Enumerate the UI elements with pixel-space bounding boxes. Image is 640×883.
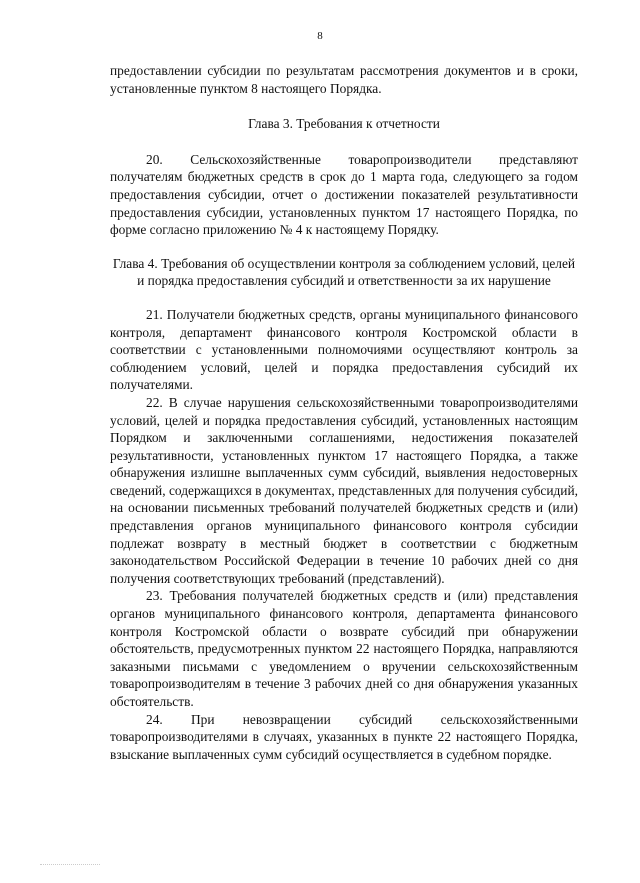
paragraph-22: 22. В случае нарушения сельскохозяйственными товаропроизводителями условий, целей и порядка предоставления субсидий, установленных настоящим Порядком и заключенными соглашениями, недостижения показателей результативности, установленных пунктом 17 настоящего Порядка, а также обнаружения излишне выплаченных сумм субсидий, выявления недостоверных сведений, содержащихся в документах, представленных для получения субсидий, на основании письменных требований получателей бюджетных средств и (или) представления органов муниципального финансового контроля субсидии подлежат возврату в местный бюджет в соответствии с бюджетным законодательством Российской Федерации в течение 10 рабочих дней со дня получения соответствующих требований (представлений). <box>110 394 578 586</box>
paragraph-21: 21. Получатели бюджетных средств, органы муниципального финансового контроля, департамент финансового контроля Костромской области в соответствии с установленными полномочиями осуществляют контроль за соблюдением условий, целей и порядка предоставления субсидий их получателями. <box>110 306 578 393</box>
paragraph-23: 23. Требования получателей бюджетных средств и (или) представления органов муниципального финансового контроля, департамента финансового контроля Костромской области о возврате субсидий при обнаружении обстоятельств, предусмотренных пунктом 22 настоящего Порядка, направляются заказными письмами с уведомлением о вручении сельскохозяйственным товаропроизводителям в течение 3 рабочих дней со дня обнаружения указанных обстоятельств. <box>110 588 578 709</box>
paragraph-24: 24. При невозвращении субсидий сельскохозяйственными товаропроизводителями в случаях, указанных в пункте 22 настоящего Порядка, взыскание выплаченных сумм субсидий осуществляется в судебном порядке. <box>110 711 578 762</box>
document-body <box>110 62 578 763</box>
footer-divider <box>40 864 100 865</box>
chapter-3-heading: Глава 3. Требования к отчетности <box>248 116 440 132</box>
chapter-4-heading: Глава 4. Требования об осуществлении контроля за соблюдением условий, целей и порядка предоставления субсидий и ответственности за их нарушение <box>112 255 576 289</box>
page-number: 8 <box>317 30 323 42</box>
paragraph-20: 20. Сельскохозяйственные товаропроизводители представляют получателям бюджетных средств в срок до 1 марта года, следующего за годом предоставления субсидии, отчет о достижении показателей результативности предоставления субсидии, установленных пунктом 17 настоящего Порядка, по форме согласно приложению № 4 к настоящему Порядку. <box>110 151 578 238</box>
intro-paragraph: предоставлении субсидии по результатам рассмотрения документов и в сроки, установленные пунктом 8 настоящего Порядка. <box>110 63 578 96</box>
